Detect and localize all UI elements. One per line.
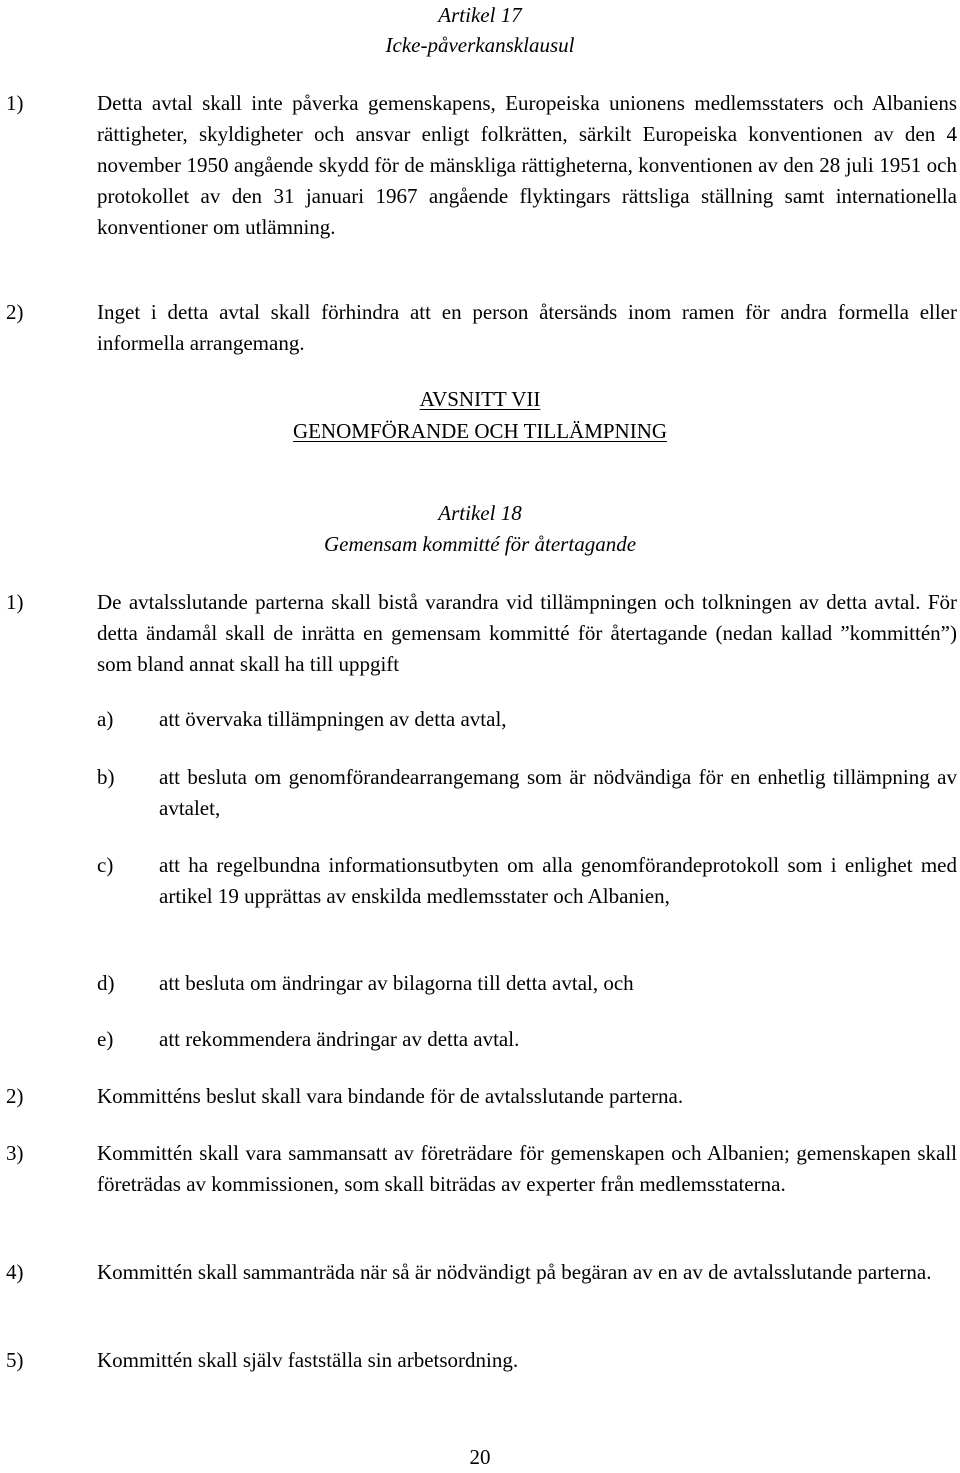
section-subtitle: GENOMFÖRANDE OCH TILLÄMPNING <box>292 419 668 443</box>
paragraph-number: 1) <box>6 91 24 115</box>
list-item-text: att besluta om ändringar av bilagorna till detta avtal, och <box>159 971 634 995</box>
paragraph-text: Kommitténs beslut skall vara bindande för de avtalsslutande parterna. <box>97 1084 684 1108</box>
paragraph-number: 5) <box>6 1348 24 1372</box>
article-18-title: Artikel 18 <box>438 501 522 525</box>
paragraph-number: 1) <box>6 590 24 614</box>
section-title: AVSNITT VII <box>419 387 541 411</box>
paragraph-text: Kommittén skall själv fastställa sin arbetsordning. <box>97 1348 519 1372</box>
paragraph-text: Detta avtal skall inte påverka gemenskapens, Europeiska unionens medlemsstaters och Albaniens rättigheter, skyldigheter och ansvar enligt folkrätten, särkilt Europeiska konventionen av den 4 november 1950 angående skydd för de mänskliga rättigheterna, konventionen av den 28 juli 1951 och protokollet av den 31 januari 1967 angående flyktingars rättsliga ställning samt internationella konventioner om utlämning. <box>97 91 957 239</box>
list-item-letter: d) <box>97 971 115 995</box>
paragraph-number: 4) <box>6 1260 24 1284</box>
paragraph-text: De avtalsslutande parterna skall bistå varandra vid tillämpningen och tolkningen av detta avtal. För detta ändamål skall de inrätta en gemensam kommitté för återtagande (nedan kallad ”kommittén”) som bland annat skall ha till uppgift <box>97 590 957 676</box>
article-17-subtitle: Icke-påverkansklausul <box>385 33 575 57</box>
list-item-letter: e) <box>97 1027 114 1051</box>
paragraph-number: 3) <box>6 1141 24 1165</box>
article-18-subtitle: Gemensam kommitté för återtagande <box>323 532 637 556</box>
list-item-text: att besluta om genomförandearrangemang som är nödvändiga för en enhetlig tillämpning av avtalet, <box>159 765 957 820</box>
paragraph-number: 2) <box>6 300 24 324</box>
article-17-title: Artikel 17 <box>438 3 522 27</box>
page-number: 20 <box>469 1445 491 1469</box>
list-item-text: att övervaka tillämpningen av detta avtal, <box>159 707 507 731</box>
list-item-text: att ha regelbundna informationsutbyten om alla genomförandeprotokoll som i enlighet med artikel 19 upprättas av enskilda medlemsstater och Albanien, <box>159 853 957 908</box>
list-item-letter: c) <box>97 853 114 877</box>
paragraph-text: Kommittén skall sammanträda när så är nödvändigt på begäran av en av de avtalsslutande parterna. <box>97 1260 932 1284</box>
list-item-letter: b) <box>97 765 115 789</box>
list-item-text: att rekommendera ändringar av detta avtal. <box>159 1027 520 1051</box>
paragraph-text: Kommittén skall vara sammansatt av företrädare för gemenskapen och Albanien; gemenskapen skall företrädas av kommissionen, som skall biträdas av experter från medlemsstaterna. <box>97 1141 957 1196</box>
paragraph-number: 2) <box>6 1084 24 1108</box>
paragraph-text: Inget i detta avtal skall förhindra att en person återsänds inom ramen för andra formella eller informella arrangemang. <box>97 300 957 355</box>
list-item-letter: a) <box>97 707 114 731</box>
